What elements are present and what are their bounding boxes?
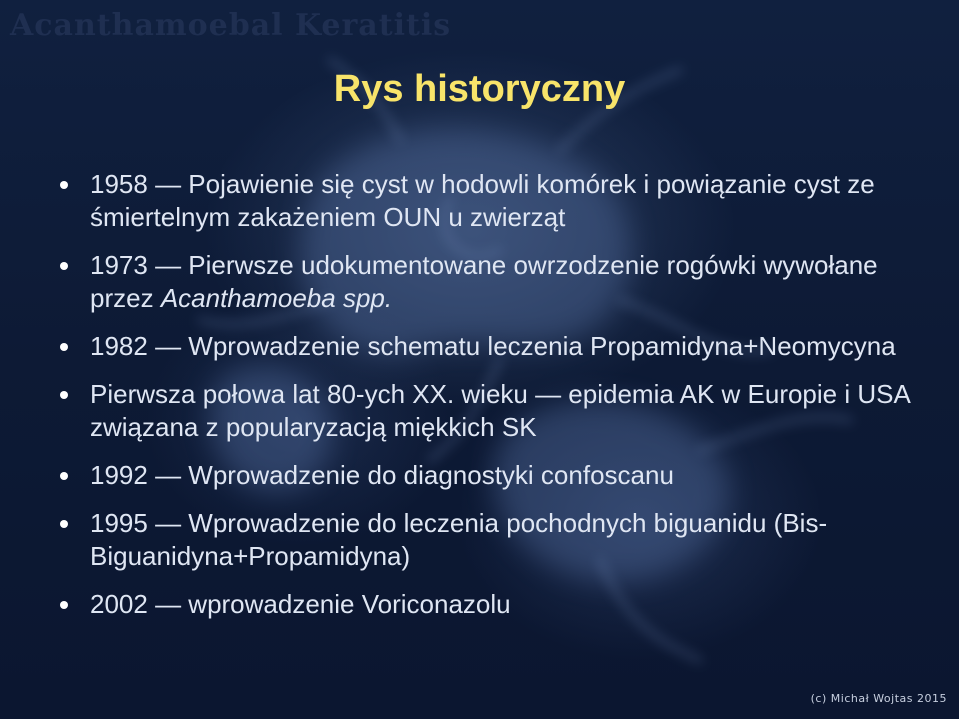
bullet-dot-icon: [60, 262, 68, 270]
bullet-dot-icon: [60, 472, 68, 480]
bullet-item: [60, 507, 920, 573]
bullet-dot-icon: [60, 391, 68, 399]
slide-title: Rys historyczny: [333, 68, 626, 110]
bullet-text: 2002 — wprowadzenie Voriconazolu: [90, 589, 511, 619]
bullet-dot-icon: [60, 343, 68, 351]
bullet-text: 1973 — Pierwsze udokumentowane owrzodzenie rogówki wywołane przez: [90, 250, 878, 313]
bullet-item: [60, 588, 920, 621]
bullet-list: [60, 168, 920, 636]
copyright-notice: (c) Michał Wojtas 2015: [810, 692, 947, 705]
bullet-item: [60, 168, 920, 234]
bullet-text: 1958 — Pojawienie się cyst w hodowli komórek i powiązanie cyst ze śmiertelnym zakażeniem OUN u zwierząt: [90, 169, 875, 232]
bullet-text-italic: Acanthamoeba spp.: [160, 283, 393, 313]
bullet-item: [60, 459, 920, 492]
bullet-dot-icon: [60, 520, 68, 528]
bullet-text: Pierwsza połowa lat 80-ych XX. wieku — epidemia AK w Europie i USA związana z popularyzacją miękkich SK: [90, 379, 910, 442]
bullet-text: 1982 — Wprowadzenie schematu leczenia Propamidyna+Neomycyna: [90, 331, 896, 361]
bullet-text: 1995 — Wprowadzenie do leczenia pochodnych biguanidu (Bis-Biguanidyna+Propamidyna): [90, 508, 828, 571]
bullet-dot-icon: [60, 601, 68, 609]
bullet-dot-icon: [60, 181, 68, 189]
bullet-text: 1992 — Wprowadzenie do diagnostyki confoscanu: [90, 460, 674, 490]
bullet-item: [60, 249, 920, 315]
bullet-item: [60, 330, 920, 363]
header-watermark: Acanthamoebal Keratitis: [10, 8, 452, 43]
bullet-item: [60, 378, 920, 444]
